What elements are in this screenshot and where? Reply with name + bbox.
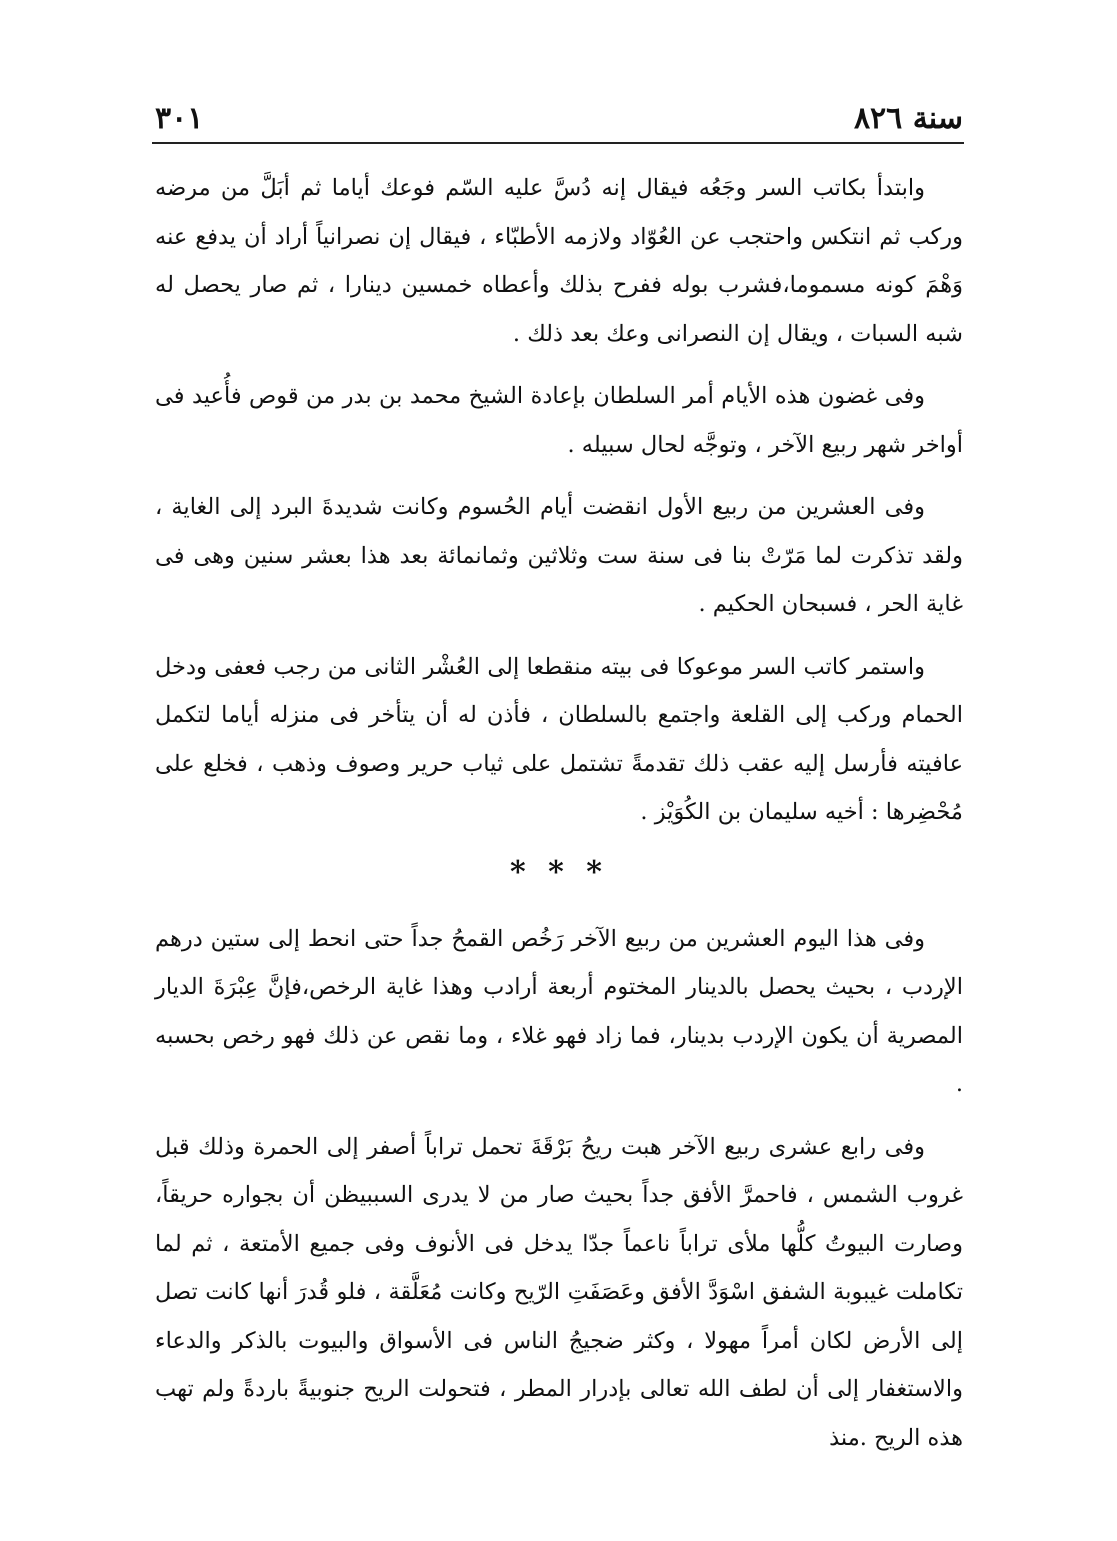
paragraph-2: وفى غضون هذه الأيام أمر السلطان بإعادة الشيخ محمد بن بدر من قوص فأُعيد فى أواخر شهر ربيع الآخر ، وتوجَّه لحال سبيله .: [155, 383, 963, 458]
section-separator: * * *: [510, 854, 608, 890]
page-number: ٣٠١: [155, 101, 204, 136]
header-rule: [152, 142, 964, 144]
paragraph-6: وفى رابع عشرى ربيع الآخر هبت ريحُ بَرْقَةَ تحمل تراباً أصفر إلى الحمرة وذلك قبل غروب الشمس ، فاحمرَّ الأفق جداً بحيث صار من لا يدرى السببيظن أن بجواره حريقاً، وصارت البيوتُ كلُّها ملأى تراباً ناعماً جدّا يدخل فى الأنوف وفى جميع الأمتعة ، ثم لما تكاملت غيبوبة الشفق اسْوَدَّ الأفق وعَصَفَتِ الرّيح وكانت مُعَلَّقة ، فلو قُدرَ أنها كانت تصل إلى الأرض لكان أمراً مهولا ، وكثر ضجيجُ الناس فى الأسواق والبيوت بالذكر والدعاء والاستغفار إلى أن لطف الله تعالى بإدرار المطر ، فتحولت الريح جنوبيةً باردةً ولم تهب هذه الريح .منذ: [155, 1133, 963, 1451]
paragraph-1: وابتدأ بكاتب السر وجَعُه فيقال إنه دُسَّ عليه السّم فوعك أياما ثم أبَلَّ من مرضه وركب ثم انتكس واحتجب عن العُوّاد ولازمه الأطبّاء ، فيقال إن نصرانياً أراد أن يدفع عنه وَهْمَ كونه مسموما،فشرب بوله ففرح بذلك وأعطاه خمسين دينارا ، ثم صار يحصل له شبه السبات ، ويقال إن النصرانى وعك بعد ذلك .: [155, 175, 963, 347]
paragraph-3: وفى العشرين من ربيع الأول انقضت أيام الحُسوم وكانت شديدةَ البرد إلى الغاية ، ولقد تذكرت لما مَرّتْ بنا فى سنة ست وثلاثين وثمانمائة بعد هذا بعشر سنين وهى فى غاية الحر ، فسبحان الحكيم .: [155, 494, 963, 617]
body-text: [155, 164, 963, 1462]
paragraph-5: وفى هذا اليوم العشرين من ربيع الآخر رَخُص القمحُ جداً حتى انحط إلى ستين درهم الإردب ، بحيث يحصل بالدينار المختوم أربعة أرادب وهذا غاية الرخص،فإنَّ عِبْرَةَ الديار المصرية أن يكون الإردب بدينار، فما زاد فهو غلاء ، وما نقص عن ذلك فهو رخص بحسبه .: [155, 925, 963, 1097]
paragraph-4: واستمر كاتب السر موعوكا فى بيته منقطعا إلى العُشْر الثانى من رجب فعفى ودخل الحمام وركب إلى القلعة واجتمع بالسلطان ، فأذن له أن يتأخر فى منزله أياما لتكمل عافيته فأرسل إليه عقب ذلك تقدمةً تشتمل على ثياب حرير وصوف وذهب ، فخلع على مُحْضِرها : أخيه سليمان بن الكُوَيْز .: [155, 653, 963, 825]
page-header: [155, 86, 963, 136]
running-head-year: سنة ٨٢٦: [853, 101, 963, 136]
